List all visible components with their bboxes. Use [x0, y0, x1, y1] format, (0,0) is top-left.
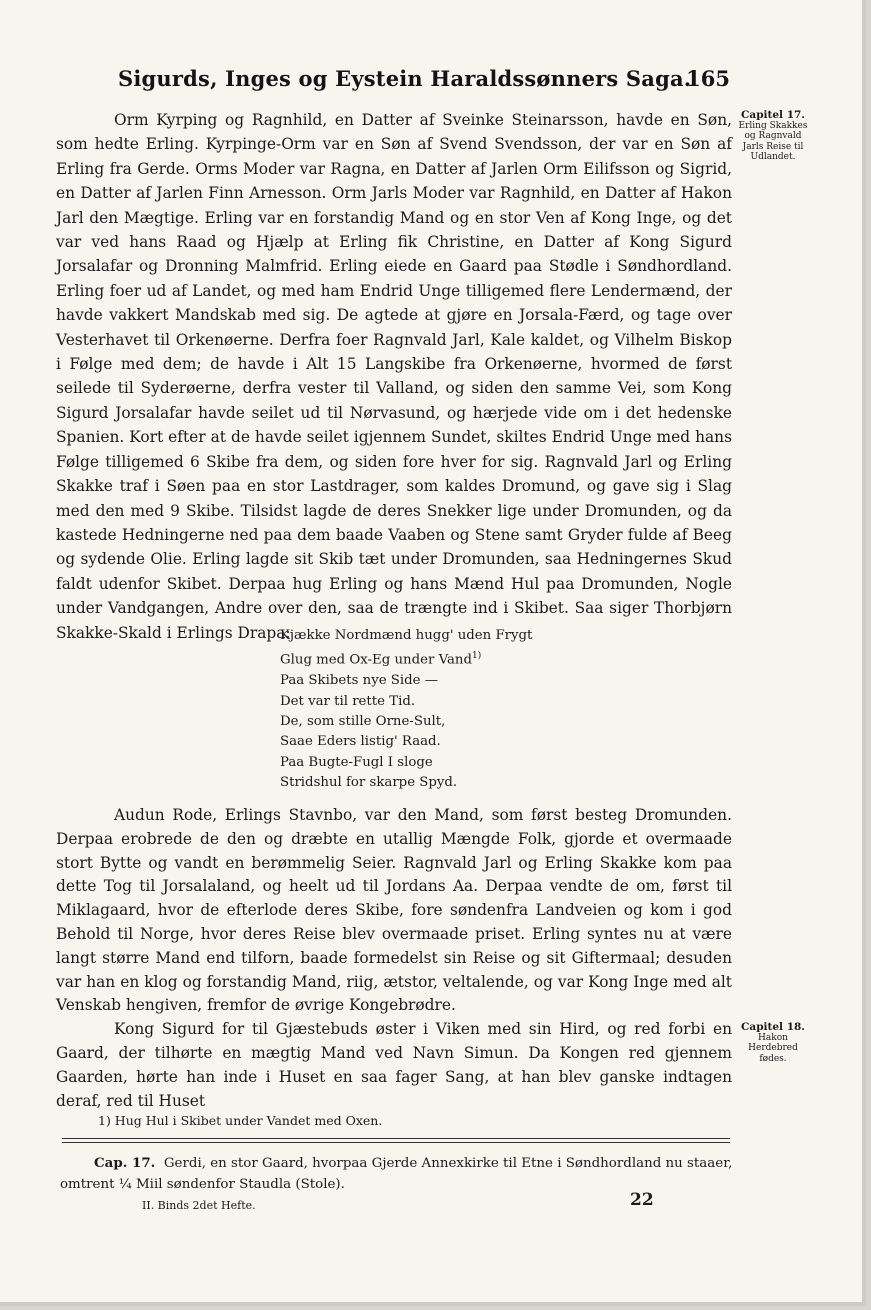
- divider-rule: [62, 1138, 730, 1139]
- poem-line-with-footnote: [280, 646, 580, 671]
- poem-line: Glug med Ox-Eg under Vand: [280, 652, 472, 668]
- signature-mark: II. Binds 2det Hefte.: [142, 1199, 256, 1212]
- main-text-block-1: [56, 108, 732, 645]
- poem-line: Det var til rette Tid.: [280, 693, 416, 709]
- poem-line: Paa Bugte-Fugl I sloge: [280, 754, 433, 770]
- poem-line: De, som stille Orne-Sult,: [280, 714, 446, 730]
- chapter-note-label: Cap. 17.: [94, 1155, 156, 1171]
- main-text-block-2: [56, 804, 732, 1113]
- margin-note-chapter-17: [736, 110, 810, 163]
- poem-line: Paa Skibets nye Side —: [280, 673, 439, 689]
- poem-line: Stridshul for skarpe Spyd.: [280, 775, 458, 791]
- paragraph: Kong Sigurd for til Gjæstebuds øster i Viken med sin Hird, og red forbi en Gaard, der tilhørte en mægtig Mand ved Navn Simun. Da Kongen red gjennem Gaarden, hørte han inde i Huset en saa fager Sang, at han blev ganske indtagen deraf, red til Huset: [56, 1020, 732, 1110]
- poem-line: Kjække Nordmænd hugg' uden Frygt: [280, 628, 533, 643]
- divider-rule: [62, 1142, 730, 1143]
- chapter-note-keyword: Gerdi,: [163, 1156, 206, 1171]
- footnote-marker: 1): [471, 651, 482, 662]
- margin-note-chapter-18: [736, 1022, 810, 1064]
- poem-stanza: [280, 626, 580, 794]
- margin-note-capitel: Capitel 17.: [741, 109, 805, 121]
- margin-note-capitel: Capitel 18.: [741, 1021, 805, 1033]
- footnote: 1) Hug Hul i Skibet under Vandet med Oxen.: [98, 1113, 383, 1128]
- chapter-note-text: en stor Gaard, hvorpaa Gjerde Annexkirke til Etne i Søndhordland nu staaer, omtrent ¼ Miil søndenfor Staudla (Stole).: [60, 1156, 733, 1192]
- sheet-number: 22: [630, 1190, 654, 1210]
- paragraph: Audun Rode, Erlings Stavnbo, var den Mand, som først besteg Dromunden. Derpaa erobrede de den og dræbte en utallig Mængde Folk, gjorde et overmaade stort Bytte og vandt en berømmelig Seier. Ragnvald Jarl og Erling Skakke kom paa dette Tog til Jorsalaland, og heelt ud til Jordans Aa. Derpaa vendte de om, først til Miklagaard, hvor de efterlode deres Skibe, fore søndenfra Landveien og kom i god Behold til Norge, hvor deres Reise blev overmaade priset. Erling syntes nu at være langt større Mand end tilforn, baade formedelst sin Reise og sit Giftermaal; desuden var han en klog og forstandig Mand, riig, ætstor, veltalende, og var Kong Inge med alt Venskab hengiven, fremfor de øvrige Kongebrødre.: [56, 806, 732, 1015]
- page-number: 165: [686, 66, 730, 91]
- margin-note-text: Erling Skakkes og Ragnvald Jarls Reise til Udlandet.: [738, 120, 808, 162]
- running-header: [118, 66, 730, 96]
- paragraph: Orm Kyrping og Ragnhild, en Datter af Sveinke Steinarsson, havde en Søn, som hedte Erling. Kyrpinge-Orm var en Søn af Svend Svendsson, der var en Søn af Erling fra Gerde. Orms Moder var Ragna, en Datter af Jarlen Orm Eilifsson og Sigrid, en Datter af Jarlen Finn Arnesson. Orm Jarls Moder var Ragnhild, en Datter af Hakon Jarl den Mægtige. Erling var en forstandig Mand og en stor Ven af Kong Inge, og det var ved hans Raad og Hjælp at Erling fik Christine, en Datter af Kong Sigurd Jorsalafar og Dronning Malmfrid. Erling eiede en Gaard paa Stødle i Søndhordland. Erling foer ud af Landet, og med ham Endrid Unge tilligemed flere Lendermænd, der havde vakkert Mandskab med sig. De agtede at gjøre en Jorsala-Færd, og tage over Vesterhavet til Orkenøerne. Derfra foer Ragnvald Jarl, Kale kaldet, og Vilhelm Biskop i Følge med dem; de havde i Alt 15 Langskibe fra Orkenøerne, hvormed de først seilede til Syderøerne, derfra vester til Valland, og siden den samme Vei, som Kong Sigurd Jorsalafar havde seilet ud til Nørvasund, og hærjede vide om i det hedenske Spanien. Kort efter at de havde seilet igjennem Sundet, skiltes Endrid Unge med hans Følge tilligemed 6 Skibe fra dem, og siden fore hver for sig. Ragnvald Jarl og Erling Skakke traf i Søen paa en stor Lastdrager, som kaldes Dromund, og gave sig i Slag med den med 9 Skibe. Tilsidst lagde de deres Snekker lige under Dromunden, og da kastede Hedningerne ned paa dem baade Vaaben og Stene samt Gryder fulde af Beeg og sydende Olie. Erling lagde sit Skib tæt under Dromunden, saa Hedningernes Skud faldt udenfor Skibet. Derpaa hug Erling og hans Mænd Hul paa Dromunden, Nogle under Vandgangen, Andre over den, saa de trængte ind i Skibet. Saa siger Thorbjørn Skakke-Skald i Erlings Drapa:: [56, 111, 732, 642]
- chapter-note: [60, 1153, 736, 1195]
- poem-line: Saae Eders listig' Raad.: [280, 734, 441, 750]
- margin-note-text: Hakon Herdebred fødes.: [748, 1032, 798, 1064]
- header-title: Sigurds, Inges og Eystein Haraldssønners Saga.: [118, 66, 692, 91]
